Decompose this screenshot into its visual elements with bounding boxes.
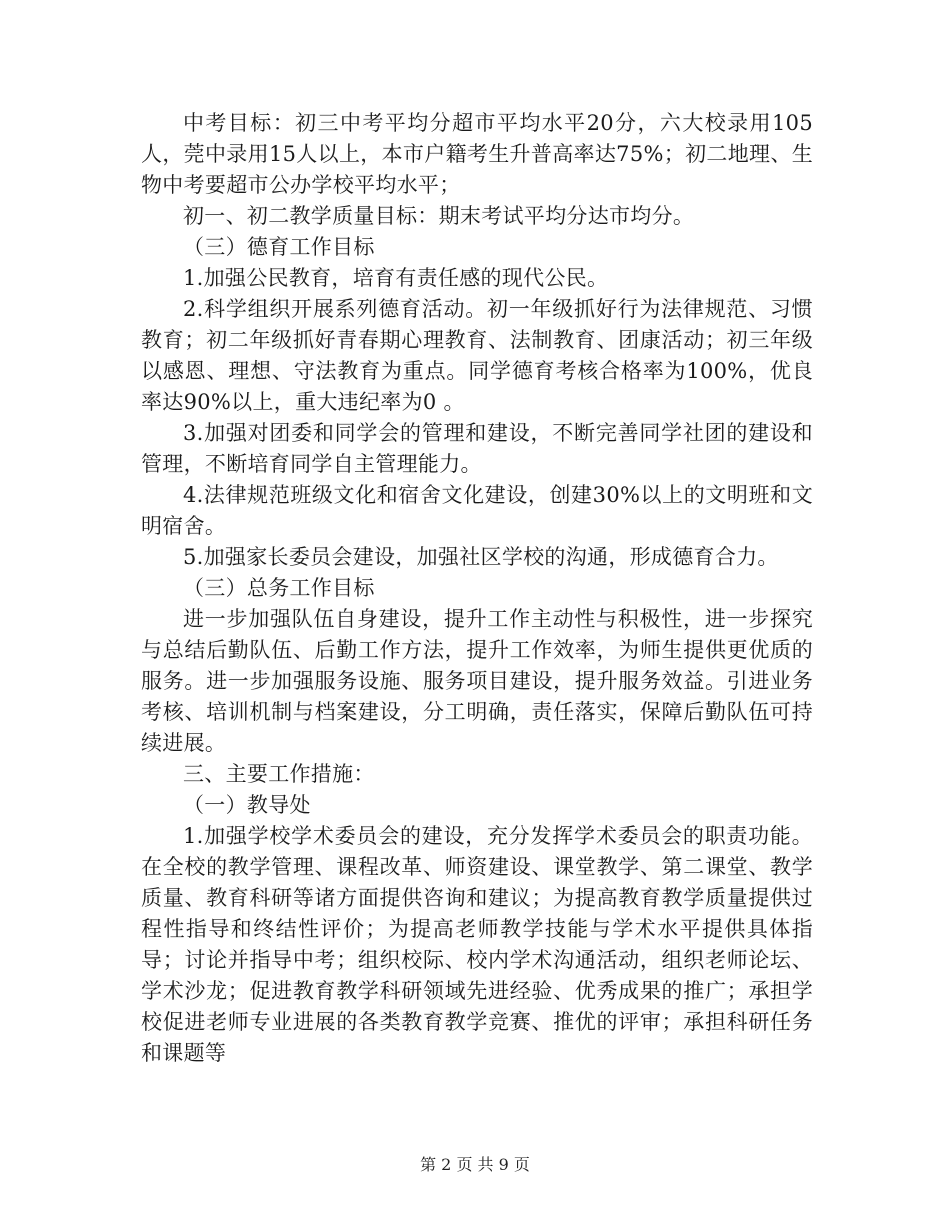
paragraph-general-affairs: 进一步加强队伍自身建设，提升工作主动性与积极性，进一步探究与总结后勤队伍、后勤工作方法，提升工作效率，为师生提供更优质的服务。进一步加强服务设施、服务项目建设，提升服务效益。引进业务考核、培训机制与档案建设，分工明确，责任落实，保障后勤队伍可持续进展。 bbox=[141, 607, 813, 755]
paragraph-moral-item-1: 1.加强公民教育，培育有责任感的现代公民。 bbox=[183, 266, 609, 290]
page-number-footer: 第 2 页 共 9 页 bbox=[420, 1155, 530, 1174]
paragraph-moral-item-2: 2.科学组织开展系列德育活动。初一年级抓好行为法律规范、习惯教育；初二年级抓好青春期心理教育、法制教育、团康活动；初三年级以感恩、理想、守法教育为重点。同学德育考核合格率为100%，优良率达90%以上，重大违纪率为0 。 bbox=[141, 297, 813, 414]
heading-teaching-office: （一）教导处 bbox=[183, 793, 311, 817]
paragraph-exam-goal: 中考目标：初三中考平均分超市平均水平20分，六大校录用105人，莞中录用15人以上，本市户籍考生升普高率达75%；初二地理、生物中考要超市公办学校平均水平； bbox=[141, 111, 813, 197]
heading-main-measures: 三、主要工作措施： bbox=[183, 762, 375, 786]
heading-moral-education-goal: （三）德育工作目标 bbox=[183, 235, 375, 259]
document-body bbox=[141, 108, 813, 1069]
paragraph-moral-item-5: 5.加强家长委员会建设，加强社区学校的沟通，形成德育合力。 bbox=[183, 545, 779, 569]
paragraph-grade-1-2-goal: 初一、初二教学质量目标：期末考试平均分达市均分。 bbox=[183, 204, 695, 228]
paragraph-moral-item-4: 4.法律规范班级文化和宿舍文化建设，创建30%以上的文明班和文明宿舍。 bbox=[141, 483, 813, 538]
paragraph-teaching-item-1: 1.加强学校学术委员会的建设，充分发挥学术委员会的职责功能。在全校的教学管理、课程改革、师资建设、课堂教学、第二课堂、教学质量、教育科研等诸方面提供咨询和建议；为提高教育教学质量提供过程性指导和终结性评价；为提高老师教学技能与学术水平提供具体指导；讨论并指导中考；组织校际、校内学术沟通活动，组织老师论坛、学术沙龙；促进教育教学科研领域先进经验、优秀成果的推广；承担学校促进老师专业进展的各类教育教学竞赛、推优的评审；承担科研任务和课题等 bbox=[141, 824, 813, 1065]
paragraph-moral-item-3: 3.加强对团委和同学会的管理和建设，不断完善同学社团的建设和管理，不断培育同学自主管理能力。 bbox=[141, 421, 813, 476]
heading-general-affairs-goal: （三）总务工作目标 bbox=[183, 576, 375, 600]
